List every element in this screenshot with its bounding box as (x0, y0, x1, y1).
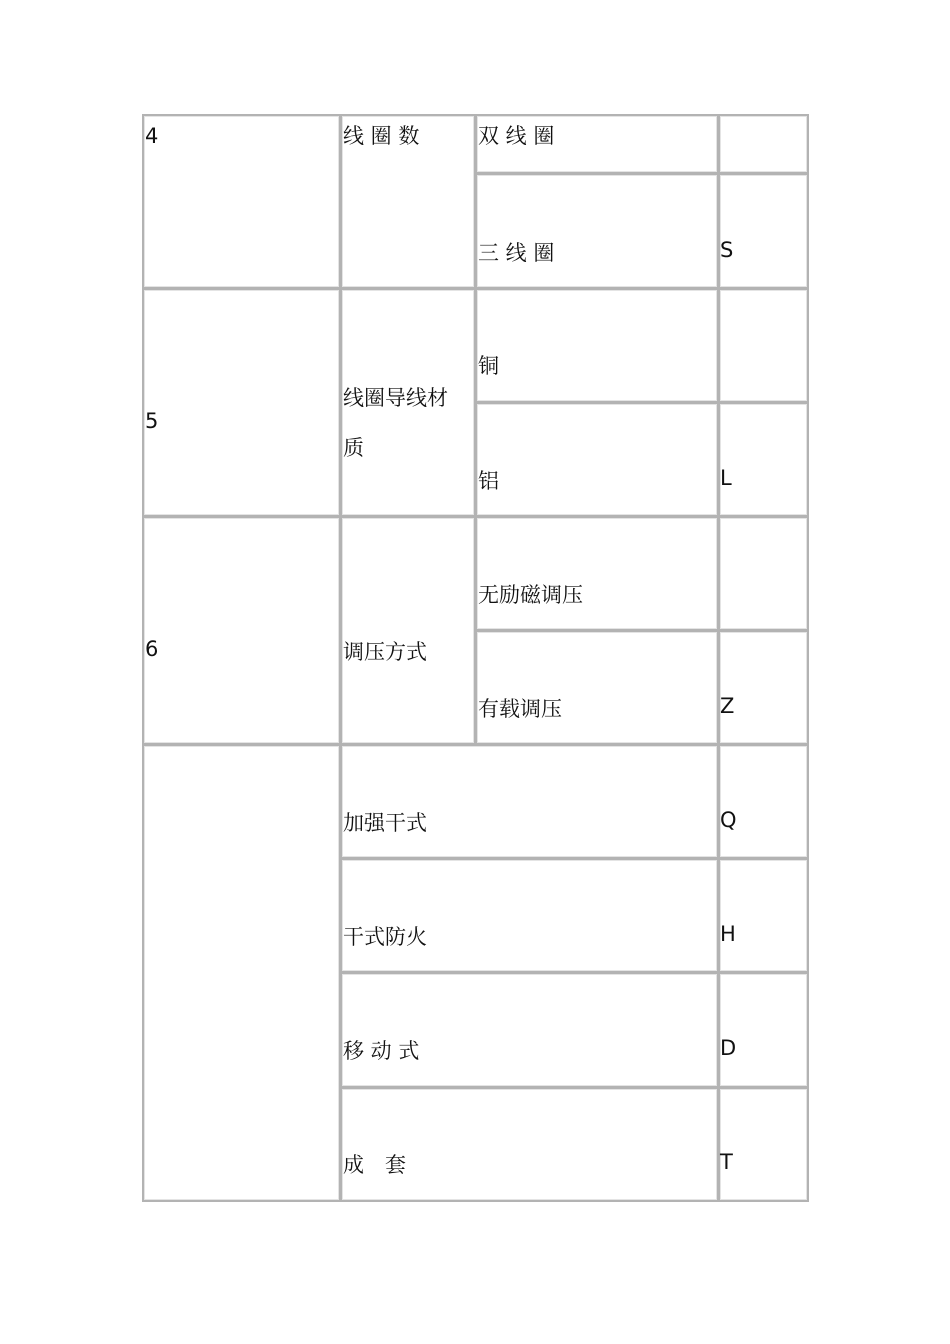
row-7-option-4-code-cell (718, 1087, 809, 1202)
row-6-option-1-cell (475, 516, 719, 631)
row-7-option-3-label: 移 动 式 (343, 1039, 420, 1063)
row-4-option-1-code-cell (718, 114, 809, 174)
row-5-option-1-code-cell (718, 288, 809, 403)
row-5-category: 线圈导线材质 (343, 386, 448, 460)
row-4-index: 4 (145, 124, 159, 148)
row-7-option-3-code-cell (718, 972, 809, 1088)
row-4-option-2-label: 三 线 圈 (478, 241, 555, 265)
row-7-option-1-cell (340, 744, 719, 859)
row-7-option-2-code: H (720, 922, 736, 946)
row-7-option-3-cell (340, 972, 719, 1088)
row-7-option-4-code: T (720, 1150, 733, 1174)
row-6-option-1-code-cell (718, 516, 809, 631)
row-7-option-4-cell (340, 1087, 719, 1202)
row-7-option-4-label: 成 套 (343, 1153, 406, 1177)
row-7-option-1-code-cell (718, 744, 809, 859)
row-5-option-2-label: 铝 (478, 469, 499, 493)
row-6-index: 6 (145, 637, 159, 661)
row-7-option-1-code: Q (720, 808, 737, 832)
row-6-option-2-code-cell (718, 630, 809, 745)
row-6-index-cell (142, 516, 341, 745)
row-5-index-cell (142, 288, 341, 517)
row-7-index-cell (142, 744, 341, 1202)
row-6-option-1-label: 无励磁调压 (478, 583, 583, 607)
row-7-option-1-label: 加强干式 (343, 811, 427, 835)
row-5-option-2-code-cell (718, 402, 809, 517)
row-6-option-2-label: 有载调压 (478, 697, 562, 721)
row-6-option-2-cell (475, 630, 719, 745)
row-4-category: 线 圈 数 (343, 124, 420, 148)
row-7-option-2-code-cell (718, 858, 809, 973)
row-5-option-1-label: 铜 (478, 354, 499, 378)
row-4-option-2-cell (475, 173, 719, 289)
row-5-option-1-cell (475, 288, 719, 403)
row-5-option-2-cell (475, 402, 719, 517)
row-7-option-2-cell (340, 858, 719, 973)
row-4-index-cell (142, 114, 341, 289)
row-5-index: 5 (145, 409, 159, 433)
row-5-option-2-code: L (720, 466, 732, 490)
row-6-option-2-code: Z (720, 694, 735, 718)
row-4-option-2-code: S (720, 238, 734, 262)
row-4-option-2-code-cell (718, 173, 809, 289)
row-7-option-3-code: D (720, 1036, 737, 1060)
row-6-category-cell (340, 516, 476, 745)
row-6-category: 调压方式 (343, 640, 427, 664)
row-7-option-2-label: 干式防火 (343, 925, 427, 949)
row-4-option-1-label: 双 线 圈 (478, 124, 555, 148)
